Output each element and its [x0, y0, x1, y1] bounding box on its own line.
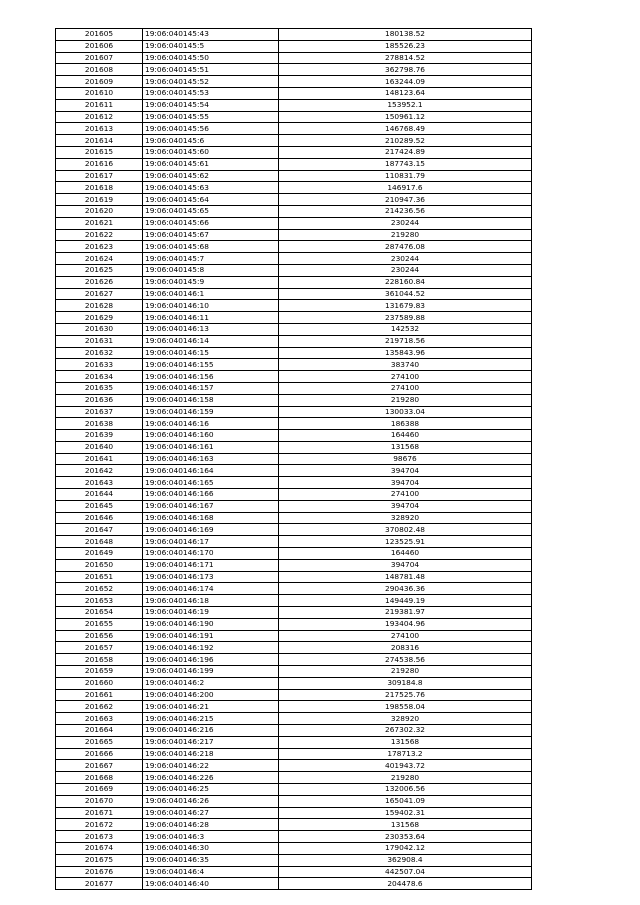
table-row — [56, 477, 532, 489]
cadastral-value-cell: 180138.52 — [279, 29, 532, 41]
table-row — [56, 253, 532, 265]
cadastral-number-cell: 19:06:040145:43 — [143, 29, 279, 41]
cadastral-number-cell: 19:06:040146:168 — [143, 512, 279, 524]
cadastral-number-cell: 19:06:040146:11 — [143, 312, 279, 324]
row-number-cell: 201654 — [56, 607, 143, 619]
cadastral-number-cell: 19:06:040145:62 — [143, 170, 279, 182]
row-number-cell: 201651 — [56, 571, 143, 583]
cadastral-value-cell: 287476.08 — [279, 241, 532, 253]
row-number-cell: 201609 — [56, 76, 143, 88]
cadastral-number-cell: 19:06:040145:54 — [143, 99, 279, 111]
row-number-cell: 201669 — [56, 784, 143, 796]
row-number-cell: 201613 — [56, 123, 143, 135]
cadastral-value-cell: 123525.91 — [279, 536, 532, 548]
row-number-cell: 201641 — [56, 453, 143, 465]
table-row — [56, 418, 532, 430]
table-row — [56, 666, 532, 678]
cadastral-value-cell: 98676 — [279, 453, 532, 465]
table-row — [56, 489, 532, 501]
cadastral-value-cell: 230353.64 — [279, 831, 532, 843]
cadastral-number-cell: 19:06:040145:8 — [143, 264, 279, 276]
cadastral-number-cell: 19:06:040146:165 — [143, 477, 279, 489]
cadastral-number-cell: 19:06:040145:66 — [143, 217, 279, 229]
table-row — [56, 842, 532, 854]
cadastral-number-cell: 19:06:040145:60 — [143, 146, 279, 158]
cadastral-value-cell: 394704 — [279, 477, 532, 489]
table-row — [56, 111, 532, 123]
cadastral-value-cell: 370802.48 — [279, 524, 532, 536]
cadastral-number-cell: 19:06:040146:19 — [143, 607, 279, 619]
row-number-cell: 201634 — [56, 371, 143, 383]
table-row — [56, 772, 532, 784]
row-number-cell: 201665 — [56, 736, 143, 748]
table-row — [56, 571, 532, 583]
table-row — [56, 642, 532, 654]
table-row — [56, 725, 532, 737]
cadastral-value-cell: 274100 — [279, 630, 532, 642]
table-row — [56, 347, 532, 359]
row-number-cell: 201648 — [56, 536, 143, 548]
cadastral-value-cell: 214236.56 — [279, 205, 532, 217]
table-row — [56, 394, 532, 406]
document-page — [55, 28, 531, 890]
cadastral-value-cell: 185526.23 — [279, 40, 532, 52]
table-row — [56, 548, 532, 560]
cadastral-value-cell: 362908.4 — [279, 854, 532, 866]
cadastral-number-cell: 19:06:040145:64 — [143, 194, 279, 206]
row-number-cell: 201629 — [56, 312, 143, 324]
cadastral-value-cell: 153952.1 — [279, 99, 532, 111]
row-number-cell: 201619 — [56, 194, 143, 206]
row-number-cell: 201672 — [56, 819, 143, 831]
cadastral-value-cell: 132006.56 — [279, 784, 532, 796]
cadastral-value-cell: 230244 — [279, 253, 532, 265]
table-row — [56, 276, 532, 288]
row-number-cell: 201661 — [56, 689, 143, 701]
cadastral-number-cell: 19:06:040146:199 — [143, 666, 279, 678]
cadastral-number-cell: 19:06:040146:191 — [143, 630, 279, 642]
table-row — [56, 87, 532, 99]
cadastral-number-cell: 19:06:040145:61 — [143, 158, 279, 170]
cadastral-value-cell: 208316 — [279, 642, 532, 654]
cadastral-number-cell: 19:06:040145:55 — [143, 111, 279, 123]
cadastral-value-cell: 186388 — [279, 418, 532, 430]
row-number-cell: 201638 — [56, 418, 143, 430]
cadastral-value-cell: 217424.89 — [279, 146, 532, 158]
cadastral-value-cell: 146917.6 — [279, 182, 532, 194]
cadastral-value-cell: 164460 — [279, 430, 532, 442]
table-row — [56, 170, 532, 182]
table-row — [56, 866, 532, 878]
table-row — [56, 52, 532, 64]
row-number-cell: 201617 — [56, 170, 143, 182]
table-row — [56, 819, 532, 831]
cadastral-value-cell: 131679.83 — [279, 300, 532, 312]
row-number-cell: 201659 — [56, 666, 143, 678]
table-row — [56, 217, 532, 229]
cadastral-value-cell: 135843.96 — [279, 347, 532, 359]
row-number-cell: 201650 — [56, 559, 143, 571]
cadastral-value-cell: 204478.6 — [279, 878, 532, 890]
row-number-cell: 201623 — [56, 241, 143, 253]
cadastral-value-cell: 148781.48 — [279, 571, 532, 583]
cadastral-number-cell: 19:06:040146:166 — [143, 489, 279, 501]
cadastral-number-cell: 19:06:040145:5 — [143, 40, 279, 52]
cadastral-value-cell: 228160.84 — [279, 276, 532, 288]
table-row — [56, 760, 532, 772]
cadastral-value-cell: 328920 — [279, 713, 532, 725]
cadastral-value-cell: 274100 — [279, 489, 532, 501]
cadastral-value-cell: 198558.04 — [279, 701, 532, 713]
table-row — [56, 264, 532, 276]
cadastral-value-cell: 309184.8 — [279, 677, 532, 689]
cadastral-number-cell: 19:06:040146:10 — [143, 300, 279, 312]
cadastral-number-cell: 19:06:040146:3 — [143, 831, 279, 843]
row-number-cell: 201610 — [56, 87, 143, 99]
cadastral-value-cell: 219280 — [279, 394, 532, 406]
table-row — [56, 371, 532, 383]
cadastral-number-cell: 19:06:040146:160 — [143, 430, 279, 442]
table-row — [56, 441, 532, 453]
cadastral-number-cell: 19:06:040146:28 — [143, 819, 279, 831]
cadastral-number-cell: 19:06:040146:15 — [143, 347, 279, 359]
table-row — [56, 158, 532, 170]
row-number-cell: 201666 — [56, 748, 143, 760]
cadastral-number-cell: 19:06:040146:25 — [143, 784, 279, 796]
cadastral-value-cell: 130033.04 — [279, 406, 532, 418]
table-row — [56, 807, 532, 819]
cadastral-number-cell: 19:06:040146:196 — [143, 654, 279, 666]
cadastral-number-cell: 19:06:040146:1 — [143, 288, 279, 300]
row-number-cell: 201674 — [56, 842, 143, 854]
cadastral-number-cell: 19:06:040146:217 — [143, 736, 279, 748]
cadastral-number-cell: 19:06:040146:18 — [143, 595, 279, 607]
table-row — [56, 607, 532, 619]
cadastral-number-cell: 19:06:040146:200 — [143, 689, 279, 701]
table-row — [56, 300, 532, 312]
cadastral-number-cell: 19:06:040146:226 — [143, 772, 279, 784]
cadastral-number-cell: 19:06:040146:14 — [143, 335, 279, 347]
row-number-cell: 201655 — [56, 618, 143, 630]
table-row — [56, 194, 532, 206]
cadastral-number-cell: 19:06:040146:174 — [143, 583, 279, 595]
row-number-cell: 201660 — [56, 677, 143, 689]
cadastral-value-cell: 149449.19 — [279, 595, 532, 607]
row-number-cell: 201662 — [56, 701, 143, 713]
row-number-cell: 201646 — [56, 512, 143, 524]
cadastral-value-cell: 163244.09 — [279, 76, 532, 88]
cadastral-value-cell: 274100 — [279, 371, 532, 383]
row-number-cell: 201647 — [56, 524, 143, 536]
table-row — [56, 335, 532, 347]
table-row — [56, 595, 532, 607]
cadastral-value-cell: 362798.76 — [279, 64, 532, 76]
cadastral-number-cell: 19:06:040146:30 — [143, 842, 279, 854]
cadastral-number-cell: 19:06:040146:171 — [143, 559, 279, 571]
row-number-cell: 201670 — [56, 795, 143, 807]
cadastral-value-cell: 278814.52 — [279, 52, 532, 64]
table-row — [56, 559, 532, 571]
cadastral-number-cell: 19:06:040146:21 — [143, 701, 279, 713]
cadastral-value-cell: 219280 — [279, 229, 532, 241]
row-number-cell: 201606 — [56, 40, 143, 52]
cadastral-value-cell: 217525.76 — [279, 689, 532, 701]
cadastral-number-cell: 19:06:040145:63 — [143, 182, 279, 194]
cadastral-value-cell: 131568 — [279, 441, 532, 453]
table-row — [56, 465, 532, 477]
cadastral-number-cell: 19:06:040146:2 — [143, 677, 279, 689]
table-row — [56, 713, 532, 725]
cadastral-number-cell: 19:06:040146:40 — [143, 878, 279, 890]
table-row — [56, 406, 532, 418]
cadastral-number-cell: 19:06:040146:27 — [143, 807, 279, 819]
cadastral-value-cell: 274100 — [279, 382, 532, 394]
cadastral-number-cell: 19:06:040145:51 — [143, 64, 279, 76]
row-number-cell: 201663 — [56, 713, 143, 725]
cadastral-value-cell: 383740 — [279, 359, 532, 371]
cadastral-value-cell: 401943.72 — [279, 760, 532, 772]
cadastral-value-cell: 290436.36 — [279, 583, 532, 595]
cadastral-value-table — [55, 28, 532, 890]
cadastral-value-cell: 210289.52 — [279, 135, 532, 147]
cadastral-value-cell: 328920 — [279, 512, 532, 524]
row-number-cell: 201618 — [56, 182, 143, 194]
cadastral-number-cell: 19:06:040145:65 — [143, 205, 279, 217]
row-number-cell: 201667 — [56, 760, 143, 772]
row-number-cell: 201635 — [56, 382, 143, 394]
cadastral-number-cell: 19:06:040145:9 — [143, 276, 279, 288]
cadastral-value-cell: 165041.09 — [279, 795, 532, 807]
row-number-cell: 201627 — [56, 288, 143, 300]
row-number-cell: 201664 — [56, 725, 143, 737]
row-number-cell: 201616 — [56, 158, 143, 170]
cadastral-value-cell: 230244 — [279, 264, 532, 276]
row-number-cell: 201639 — [56, 430, 143, 442]
cadastral-number-cell: 19:06:040145:50 — [143, 52, 279, 64]
row-number-cell: 201657 — [56, 642, 143, 654]
row-number-cell: 201608 — [56, 64, 143, 76]
table-row — [56, 135, 532, 147]
cadastral-value-cell: 274538.56 — [279, 654, 532, 666]
row-number-cell: 201636 — [56, 394, 143, 406]
row-number-cell: 201630 — [56, 323, 143, 335]
cadastral-value-cell: 178713.2 — [279, 748, 532, 760]
table-row — [56, 241, 532, 253]
cadastral-number-cell: 19:06:040146:163 — [143, 453, 279, 465]
cadastral-number-cell: 19:06:040146:13 — [143, 323, 279, 335]
table-row — [56, 618, 532, 630]
cadastral-number-cell: 19:06:040146:161 — [143, 441, 279, 453]
cadastral-value-cell: 219718.56 — [279, 335, 532, 347]
cadastral-number-cell: 19:06:040145:67 — [143, 229, 279, 241]
row-number-cell: 201607 — [56, 52, 143, 64]
cadastral-value-cell: 219280 — [279, 666, 532, 678]
cadastral-value-cell: 193404.96 — [279, 618, 532, 630]
cadastral-value-cell: 150961.12 — [279, 111, 532, 123]
table-row — [56, 689, 532, 701]
cadastral-value-cell: 219381.97 — [279, 607, 532, 619]
cadastral-number-cell: 19:06:040146:169 — [143, 524, 279, 536]
table-row — [56, 831, 532, 843]
row-number-cell: 201642 — [56, 465, 143, 477]
table-row — [56, 323, 532, 335]
table-row — [56, 512, 532, 524]
cadastral-number-cell: 19:06:040145:7 — [143, 253, 279, 265]
cadastral-value-cell: 187743.15 — [279, 158, 532, 170]
table-row — [56, 29, 532, 41]
row-number-cell: 201653 — [56, 595, 143, 607]
cadastral-value-cell: 131568 — [279, 819, 532, 831]
cadastral-value-cell: 131568 — [279, 736, 532, 748]
row-number-cell: 201658 — [56, 654, 143, 666]
row-number-cell: 201614 — [56, 135, 143, 147]
row-number-cell: 201668 — [56, 772, 143, 784]
row-number-cell: 201625 — [56, 264, 143, 276]
row-number-cell: 201677 — [56, 878, 143, 890]
row-number-cell: 201615 — [56, 146, 143, 158]
table-row — [56, 288, 532, 300]
table-row — [56, 146, 532, 158]
table-row — [56, 795, 532, 807]
cadastral-value-cell: 179042.12 — [279, 842, 532, 854]
table-row — [56, 677, 532, 689]
table-row — [56, 878, 532, 890]
row-number-cell: 201675 — [56, 854, 143, 866]
row-number-cell: 201649 — [56, 548, 143, 560]
cadastral-value-cell: 230244 — [279, 217, 532, 229]
table-row — [56, 630, 532, 642]
row-number-cell: 201640 — [56, 441, 143, 453]
table-row — [56, 312, 532, 324]
row-number-cell: 201622 — [56, 229, 143, 241]
cadastral-value-cell: 394704 — [279, 559, 532, 571]
cadastral-value-cell: 394704 — [279, 500, 532, 512]
row-number-cell: 201626 — [56, 276, 143, 288]
cadastral-value-cell: 146768.49 — [279, 123, 532, 135]
cadastral-number-cell: 19:06:040146:16 — [143, 418, 279, 430]
row-number-cell: 201673 — [56, 831, 143, 843]
cadastral-value-cell: 267302.32 — [279, 725, 532, 737]
row-number-cell: 201676 — [56, 866, 143, 878]
row-number-cell: 201611 — [56, 99, 143, 111]
row-number-cell: 201621 — [56, 217, 143, 229]
cadastral-number-cell: 19:06:040146:17 — [143, 536, 279, 548]
cadastral-value-cell: 110831.79 — [279, 170, 532, 182]
table-row — [56, 736, 532, 748]
cadastral-number-cell: 19:06:040146:26 — [143, 795, 279, 807]
cadastral-number-cell: 19:06:040146:4 — [143, 866, 279, 878]
cadastral-number-cell: 19:06:040146:35 — [143, 854, 279, 866]
table-row — [56, 99, 532, 111]
cadastral-number-cell: 19:06:040146:164 — [143, 465, 279, 477]
table-row — [56, 583, 532, 595]
cadastral-number-cell: 19:06:040146:192 — [143, 642, 279, 654]
table-row — [56, 76, 532, 88]
table-row — [56, 229, 532, 241]
row-number-cell: 201631 — [56, 335, 143, 347]
row-number-cell: 201620 — [56, 205, 143, 217]
cadastral-number-cell: 19:06:040146:167 — [143, 500, 279, 512]
row-number-cell: 201624 — [56, 253, 143, 265]
cadastral-value-cell: 394704 — [279, 465, 532, 477]
table-row — [56, 453, 532, 465]
cadastral-number-cell: 19:06:040146:215 — [143, 713, 279, 725]
cadastral-number-cell: 19:06:040146:158 — [143, 394, 279, 406]
table-body — [56, 29, 532, 890]
cadastral-number-cell: 19:06:040146:170 — [143, 548, 279, 560]
table-row — [56, 500, 532, 512]
table-row — [56, 784, 532, 796]
cadastral-number-cell: 19:06:040146:156 — [143, 371, 279, 383]
table-row — [56, 182, 532, 194]
cadastral-number-cell: 19:06:040145:56 — [143, 123, 279, 135]
cadastral-value-cell: 442507.04 — [279, 866, 532, 878]
table-row — [56, 654, 532, 666]
row-number-cell: 201628 — [56, 300, 143, 312]
row-number-cell: 201643 — [56, 477, 143, 489]
cadastral-number-cell: 19:06:040146:155 — [143, 359, 279, 371]
cadastral-value-cell: 159402.31 — [279, 807, 532, 819]
table-row — [56, 40, 532, 52]
table-row — [56, 359, 532, 371]
cadastral-number-cell: 19:06:040145:52 — [143, 76, 279, 88]
row-number-cell: 201644 — [56, 489, 143, 501]
row-number-cell: 201656 — [56, 630, 143, 642]
cadastral-number-cell: 19:06:040146:22 — [143, 760, 279, 772]
cadastral-number-cell: 19:06:040146:159 — [143, 406, 279, 418]
cadastral-value-cell: 361044.52 — [279, 288, 532, 300]
row-number-cell: 201612 — [56, 111, 143, 123]
row-number-cell: 201652 — [56, 583, 143, 595]
cadastral-number-cell: 19:06:040145:53 — [143, 87, 279, 99]
cadastral-value-cell: 219280 — [279, 772, 532, 784]
table-row — [56, 701, 532, 713]
row-number-cell: 201632 — [56, 347, 143, 359]
cadastral-value-cell: 142532 — [279, 323, 532, 335]
cadastral-value-cell: 237589.88 — [279, 312, 532, 324]
row-number-cell: 201645 — [56, 500, 143, 512]
row-number-cell: 201671 — [56, 807, 143, 819]
cadastral-value-cell: 164460 — [279, 548, 532, 560]
table-row — [56, 536, 532, 548]
cadastral-number-cell: 19:06:040146:190 — [143, 618, 279, 630]
table-row — [56, 64, 532, 76]
cadastral-value-cell: 148123.64 — [279, 87, 532, 99]
table-row — [56, 382, 532, 394]
cadastral-number-cell: 19:06:040146:157 — [143, 382, 279, 394]
cadastral-value-cell: 210947.36 — [279, 194, 532, 206]
cadastral-number-cell: 19:06:040145:68 — [143, 241, 279, 253]
table-row — [56, 524, 532, 536]
cadastral-number-cell: 19:06:040145:6 — [143, 135, 279, 147]
table-row — [56, 430, 532, 442]
table-row — [56, 205, 532, 217]
row-number-cell: 201605 — [56, 29, 143, 41]
row-number-cell: 201637 — [56, 406, 143, 418]
cadastral-number-cell: 19:06:040146:216 — [143, 725, 279, 737]
row-number-cell: 201633 — [56, 359, 143, 371]
table-row — [56, 123, 532, 135]
table-row — [56, 748, 532, 760]
table-row — [56, 854, 532, 866]
cadastral-number-cell: 19:06:040146:173 — [143, 571, 279, 583]
cadastral-number-cell: 19:06:040146:218 — [143, 748, 279, 760]
